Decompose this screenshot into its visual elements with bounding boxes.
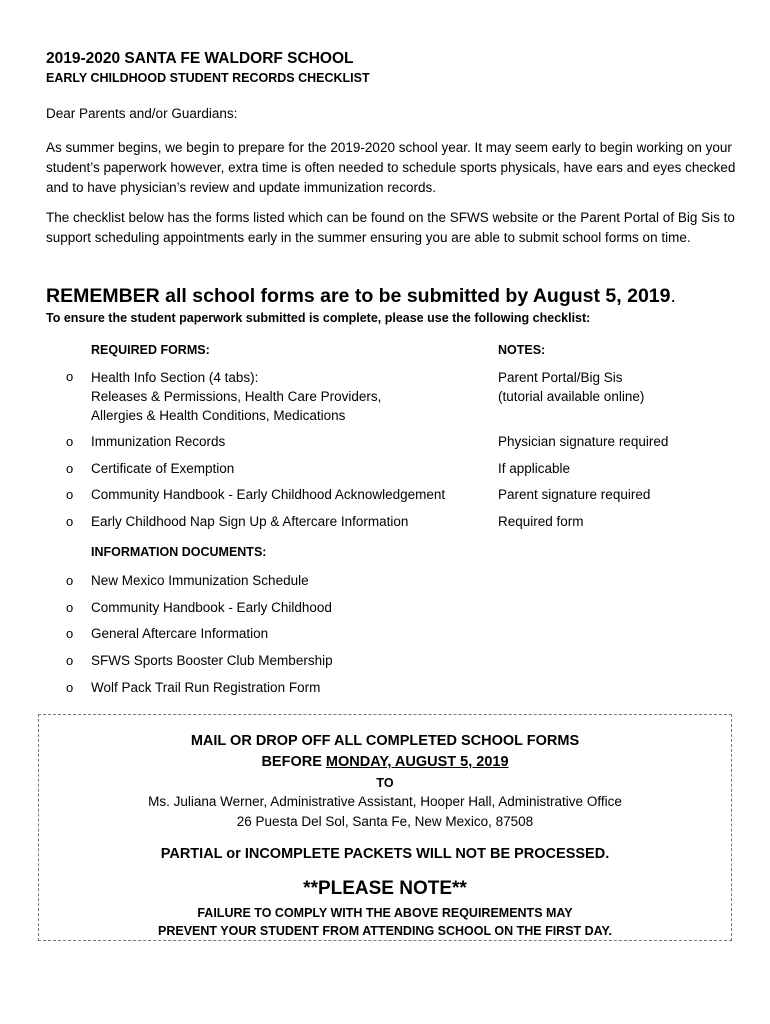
notice-partial-warning: PARTIAL or INCOMPLETE PACKETS WILL NOT BE PROCESSED. — [160, 846, 610, 862]
information-documents-header: INFORMATION DOCUMENTS: — [91, 545, 267, 559]
school-title: 2019-2020 SANTA FE WALDORF SCHOOL — [46, 50, 354, 67]
notice-before: BEFORE — [261, 754, 326, 770]
form-line: Allergies & Health Conditions, Medications — [91, 408, 346, 423]
notice-deadline: MONDAY, AUGUST 5, 2019 — [325, 754, 509, 770]
form-line: Releases & Permissions, Health Care Providers, — [91, 389, 382, 404]
notice-failure-line-1: FAILURE TO COMPLY WITH THE ABOVE REQUIREMENTS MAY — [197, 906, 573, 920]
checklist-instruction: To ensure the student paperwork submitted is complete, please use the following checklist: — [46, 311, 591, 325]
checkbox-bullet: o — [66, 434, 74, 449]
greeting: Dear Parents and/or Guardians: — [46, 106, 238, 121]
notes-header: NOTES: — [498, 343, 546, 357]
reminder-headline — [46, 285, 676, 308]
note-health-info — [498, 368, 644, 406]
required-form-nap-aftercare: Early Childhood Nap Sign Up & Aftercare Information — [91, 514, 409, 529]
required-form-immunization: Immunization Records — [91, 434, 226, 449]
form-line: Health Info Section (4 tabs): — [91, 370, 259, 385]
required-form-health-info — [91, 368, 381, 425]
required-form-exemption: Certificate of Exemption — [91, 461, 235, 476]
note-line: (tutorial available online) — [498, 389, 645, 404]
checklist-subtitle: EARLY CHILDHOOD STUDENT RECORDS CHECKLIST — [46, 71, 370, 85]
reminder-headline-text: REMEMBER all school forms are to be submitted by August 5, 2019 — [46, 285, 671, 307]
info-doc-immunization-schedule: New Mexico Immunization Schedule — [91, 573, 309, 588]
checkbox-bullet: o — [66, 487, 74, 502]
required-forms-header: REQUIRED FORMS: — [91, 343, 210, 357]
note-immunization: Physician signature required — [498, 434, 669, 449]
note-handbook-ack: Parent signature required — [498, 487, 651, 502]
note-nap-aftercare: Required form — [498, 514, 584, 529]
intro-paragraph-2: The checklist below has the forms listed which can be found on the SFWS website or the Parent Portal of Big Sis to support scheduling appointments early in the summer ensuring you are able to submit school forms on time. — [46, 210, 735, 245]
checkbox-bullet: o — [66, 626, 74, 641]
notice-line-2 — [38, 754, 732, 770]
info-doc-handbook: Community Handbook - Early Childhood — [91, 600, 332, 615]
note-line: Parent Portal/Big Sis — [498, 370, 623, 385]
info-doc-aftercare: General Aftercare Information — [91, 626, 269, 641]
info-doc-booster-club: SFWS Sports Booster Club Membership — [91, 653, 333, 668]
required-form-handbook-ack: Community Handbook - Early Childhood Acknowledgement — [91, 487, 446, 502]
intro-paragraph-1: As summer begins, we begin to prepare for the 2019-2020 school year. It may seem early to begin working on your student’s paperwork however, extra time is often needed to schedule sports physicals, have ears and eyes checked and to have physician’s review and update immunization records. — [46, 140, 736, 195]
info-doc-trail-run: Wolf Pack Trail Run Registration Form — [91, 680, 321, 695]
note-exemption: If applicable — [498, 461, 571, 476]
notice-to: TO — [376, 776, 394, 790]
notice-recipient: Ms. Juliana Werner, Administrative Assistant, Hooper Hall, Administrative Office — [148, 794, 622, 809]
checkbox-bullet: o — [66, 573, 74, 588]
reminder-headline-period: . — [670, 285, 676, 307]
checkbox-bullet: o — [66, 461, 74, 476]
checkbox-bullet: o — [66, 653, 74, 668]
checkbox-bullet: o — [66, 369, 74, 384]
notice-failure-line-2: PREVENT YOUR STUDENT FROM ATTENDING SCHOOL ON THE FIRST DAY. — [158, 924, 612, 938]
checkbox-bullet: o — [66, 514, 74, 529]
checkbox-bullet: o — [66, 680, 74, 695]
notice-please-note: **PLEASE NOTE** — [303, 878, 467, 899]
notice-address: 26 Puesta Del Sol, Santa Fe, New Mexico, 87508 — [236, 814, 534, 829]
notice-line-1: MAIL OR DROP OFF ALL COMPLETED SCHOOL FORMS — [190, 733, 580, 749]
checkbox-bullet: o — [66, 600, 74, 615]
